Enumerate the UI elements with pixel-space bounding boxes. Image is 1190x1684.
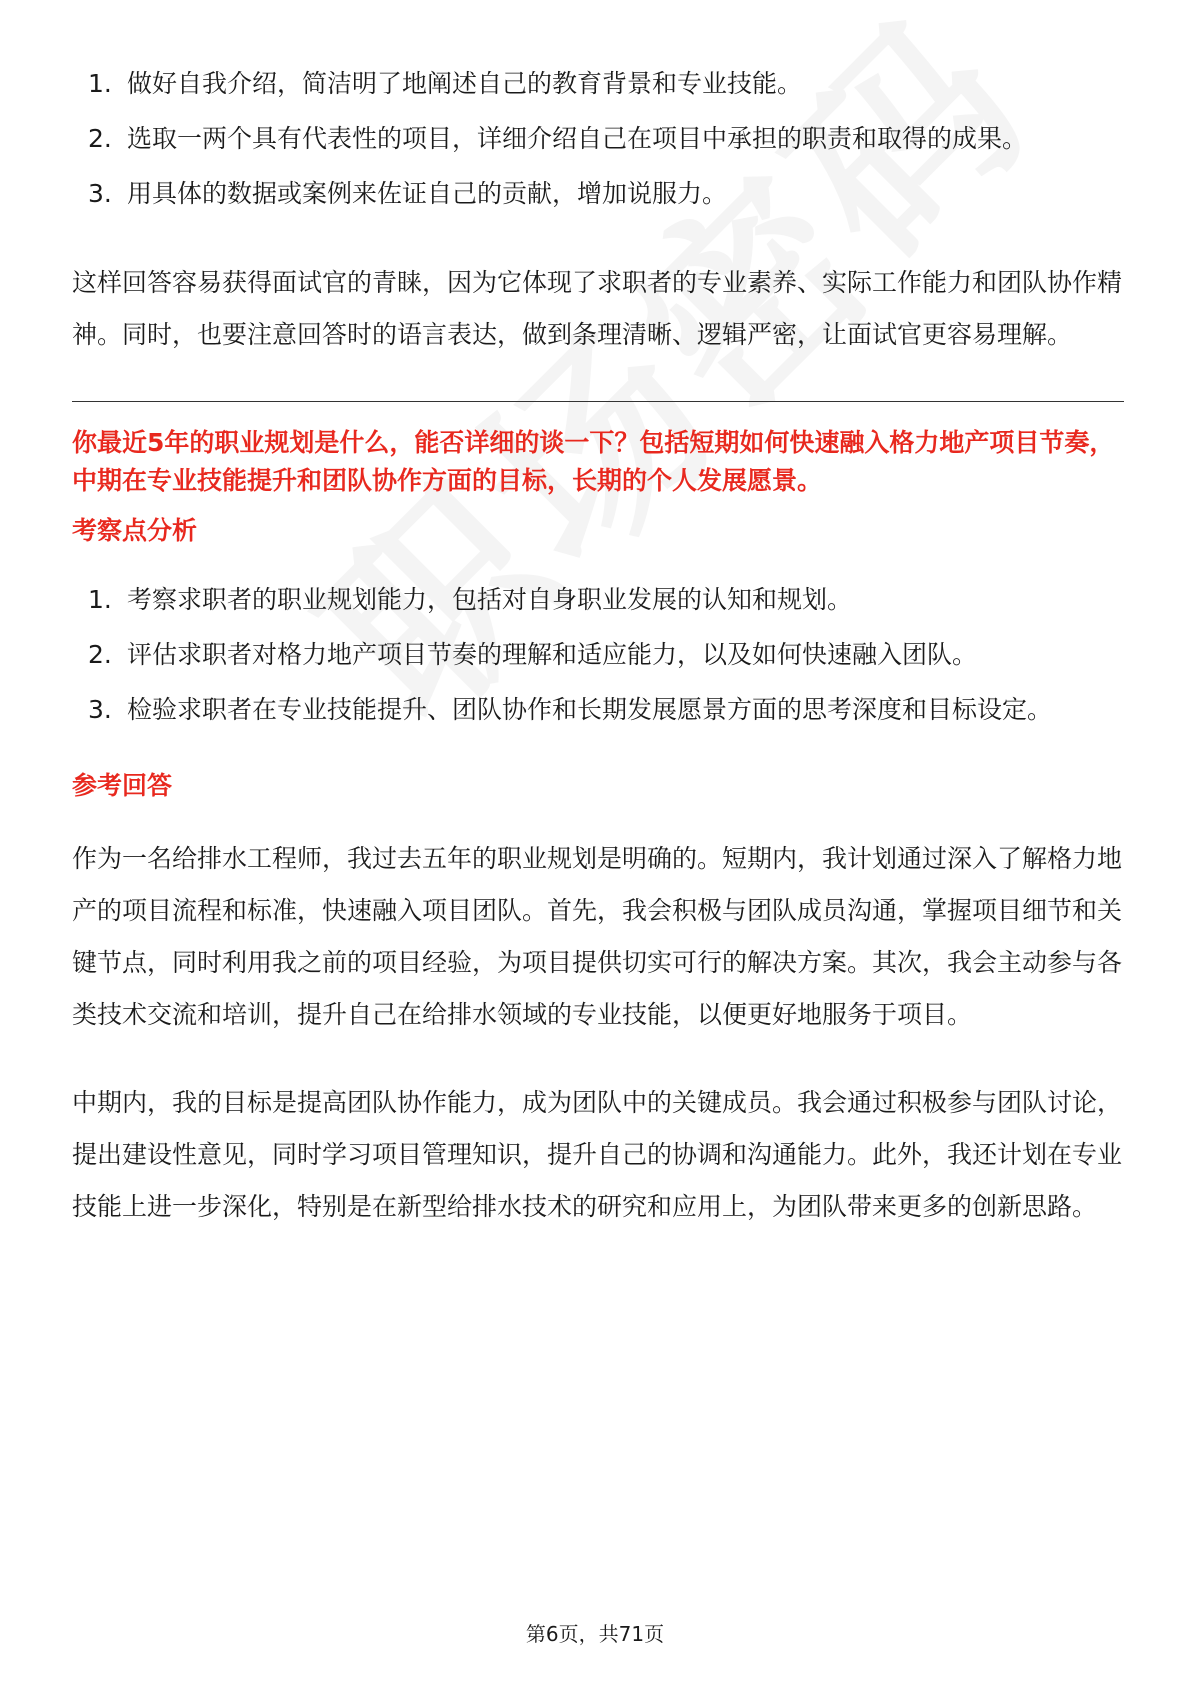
list-item — [72, 168, 1124, 220]
list-item-number: 2. — [88, 124, 112, 153]
list-item-text: 做好自我介绍，简洁明了地阐述自己的教育背景和专业技能。 — [127, 69, 803, 98]
list-item-number: 1. — [88, 69, 112, 98]
list-item — [72, 58, 1124, 110]
list-item-text: 选取一两个具有代表性的项目，详细介绍自己在项目中承担的职责和取得的成果。 — [127, 124, 1028, 153]
reference-heading: 参考回答 — [72, 771, 173, 800]
list-item — [72, 629, 1124, 681]
list-item-text: 考察求职者的职业规划能力，包括对自身职业发展的认知和规划。 — [127, 585, 853, 614]
list-item — [72, 574, 1124, 626]
list-item — [72, 684, 1124, 736]
page-footer: 第6页，共71页 — [525, 1622, 665, 1646]
list-item-number: 2. — [88, 640, 112, 669]
list-item-number: 3. — [88, 179, 112, 208]
page-content — [72, 58, 1124, 1233]
list-item-text: 用具体的数据或案例来佐证自己的贡献，增加说服力。 — [127, 179, 728, 208]
tips-list — [72, 58, 1124, 220]
list-item — [72, 113, 1124, 165]
interview-question: 你最近5年的职业规划是什么，能否详细的谈一下？包括短期如何快速融入格力地产项目节奏，中期在专业技能提升和团队协作方面的目标，长期的个人发展愿景。 — [72, 428, 1115, 495]
list-item-text: 评估求职者对格力地产项目节奏的理解和适应能力，以及如何快速融入团队。 — [127, 640, 978, 669]
reference-paragraph: 作为一名给排水工程师，我过去五年的职业规划是明确的。短期内，我计划通过深入了解格力地产的项目流程和标准，快速融入项目团队。首先，我会积极与团队成员沟通，掌握项目细节和关键节点，同时利用我之前的项目经验，为项目提供切实可行的解决方案。其次，我会主动参与各类技术交流和培训，提升自己在给排水领域的专业技能，以便更好地服务于项目。 — [72, 844, 1123, 1029]
analysis-heading: 考察点分析 — [72, 516, 198, 545]
list-item-number: 1. — [88, 585, 112, 614]
list-item-text: 检验求职者在专业技能提升、团队协作和长期发展愿景方面的思考深度和目标设定。 — [127, 695, 1053, 724]
list-item-number: 3. — [88, 695, 112, 724]
reference-paragraph: 中期内，我的目标是提高团队协作能力，成为团队中的关键成员。我会通过积极参与团队讨论，提出建设性意见，同时学习项目管理知识，提升自己的协调和沟通能力。此外，我还计划在专业技能上进一步深化，特别是在新型给排水技术的研究和应用上，为团队带来更多的创新思路。 — [72, 1088, 1123, 1221]
analysis-list — [72, 574, 1124, 736]
summary-paragraph: 这样回答容易获得面试官的青睐，因为它体现了求职者的专业素养、实际工作能力和团队协作精神。同时，也要注意回答时的语言表达，做到条理清晰、逻辑严密，让面试官更容易理解。 — [72, 268, 1123, 349]
